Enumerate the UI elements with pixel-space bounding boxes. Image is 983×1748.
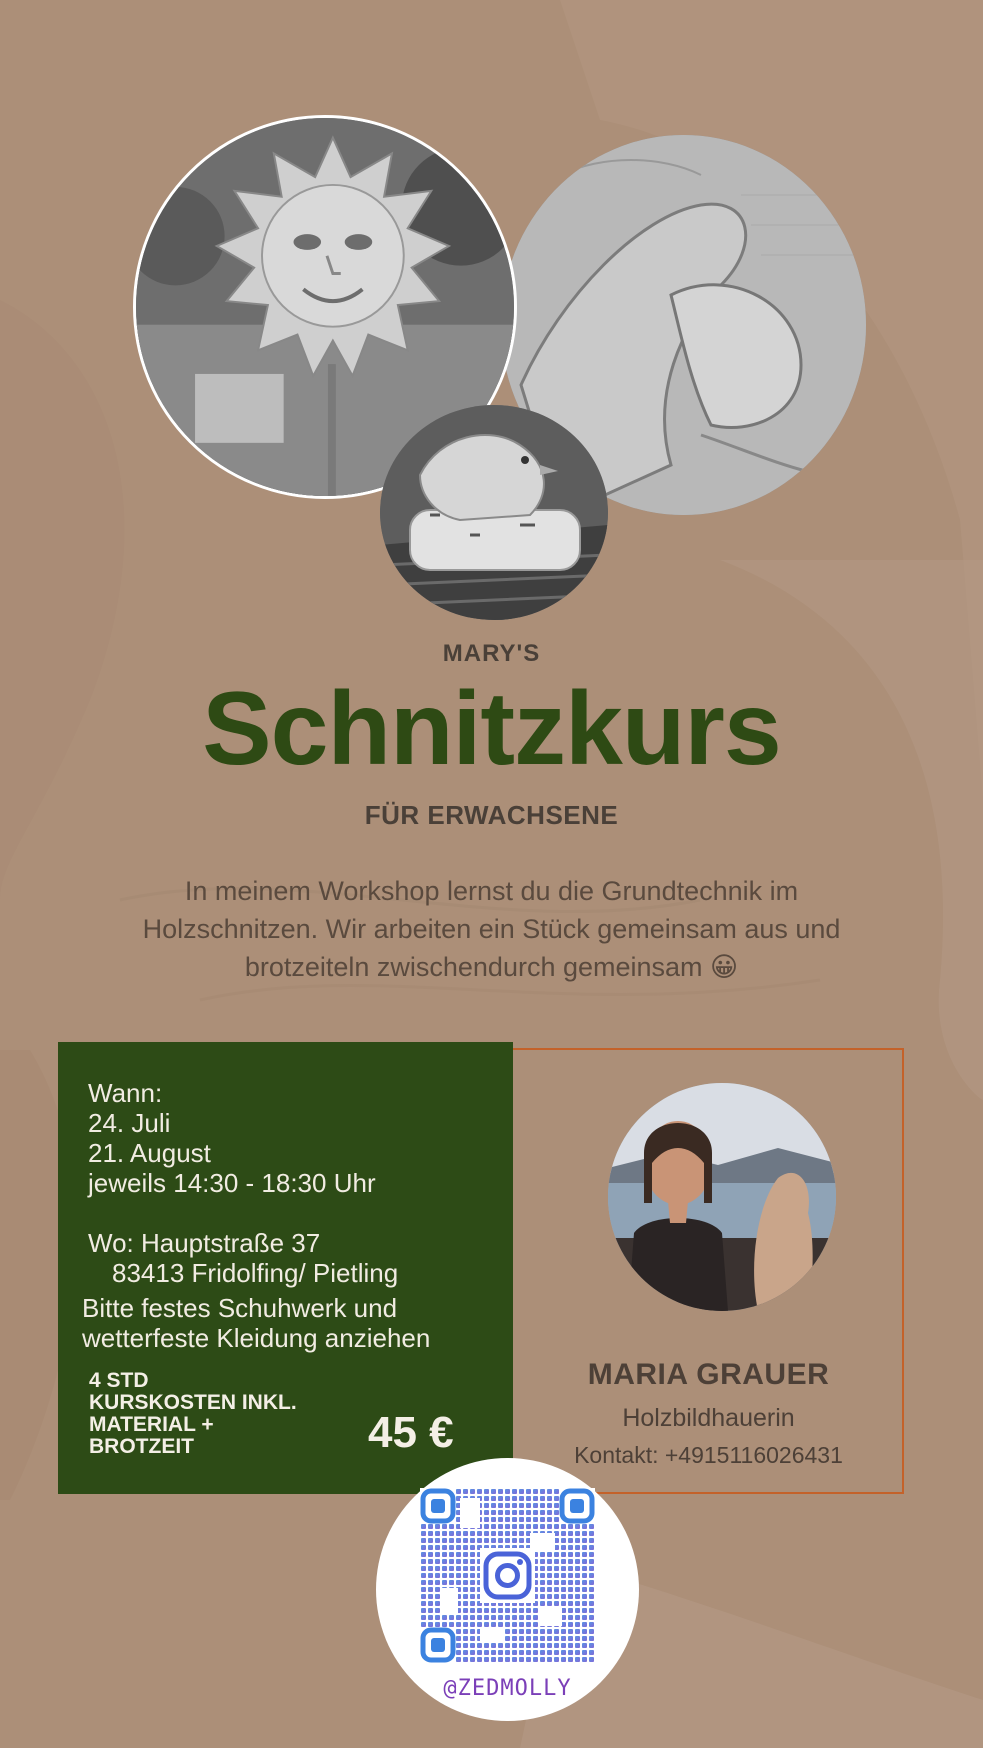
cost-line: BROTZEIT	[89, 1435, 194, 1458]
contact-phone: Kontakt: +4915116026431	[574, 1442, 843, 1468]
portrait-photo	[608, 1083, 836, 1311]
instagram-qr-code[interactable]	[376, 1458, 639, 1721]
intro-paragraph	[60, 872, 923, 986]
bird-carving-photo	[380, 405, 608, 620]
intro-line: brotzeiteln zwischendurch gemeinsam 😀	[244, 952, 739, 982]
kicker-text: MARY'S	[442, 640, 541, 667]
price-label: 45 €	[368, 1408, 454, 1457]
note-line-2: wetterfeste Kleidung anziehen	[82, 1323, 431, 1353]
qr-code-graphic	[420, 1488, 595, 1663]
time-range: jeweils 14:30 - 18:30 Uhr	[88, 1168, 376, 1198]
page-title: Schnitzkurs	[202, 671, 781, 787]
subtitle-text: FÜR ERWACHSENE	[364, 800, 619, 830]
intro-line: In meinem Workshop lernst du die Grundtechnik im	[184, 876, 799, 906]
note-line-1: Bitte festes Schuhwerk und	[82, 1293, 398, 1323]
cost-line: KURSKOSTEN INKL.	[89, 1391, 297, 1414]
instagram-handle[interactable]: @ZEDMOLLY	[443, 1676, 572, 1701]
when-label: Wann:	[88, 1078, 163, 1108]
intro-line: Holzschnitzen. Wir arbeiten ein Stück gemeinsam aus und	[142, 914, 841, 944]
address-line-1: Wo: Hauptstraße 37	[88, 1228, 321, 1258]
date-1: 24. Juli	[88, 1108, 171, 1138]
course-info-box	[58, 1042, 513, 1494]
address-line-2: 83413 Fridolfing/ Pietling	[112, 1258, 399, 1288]
date-2: 21. August	[88, 1138, 211, 1168]
cost-line: MATERIAL +	[89, 1413, 214, 1436]
contact-role: Holzbildhauerin	[622, 1404, 795, 1432]
contact-name: MARIA GRAUER	[587, 1358, 830, 1391]
cost-line: 4 STD	[89, 1369, 149, 1392]
